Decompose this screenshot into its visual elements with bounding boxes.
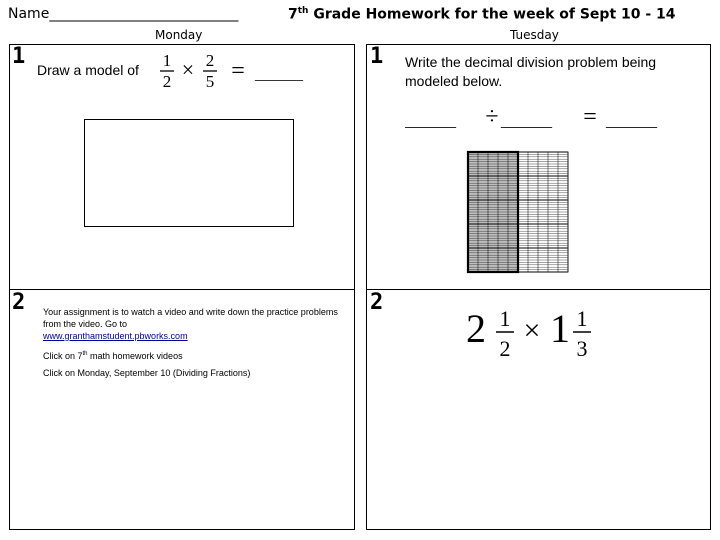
instruction-step-2: Click on Monday, September 10 (Dividing Fractions)	[43, 368, 251, 378]
step1-superscript: th	[82, 351, 88, 357]
monday-q2-instructions	[43, 306, 343, 379]
instructions-text: Your assignment is to watch a video and write down the practice problems from the video. Go to	[43, 307, 338, 329]
tuesday-q1-number: 1	[370, 44, 384, 69]
division-blank-3: ______	[606, 111, 657, 130]
name-field	[8, 6, 238, 22]
step1-text-b: math homework videos	[87, 351, 183, 361]
step1-text-a: Click on 7	[43, 351, 83, 361]
monday-q1-number: 1	[12, 44, 26, 69]
monday-q2-number: 2	[12, 290, 26, 315]
fraction2-numerator: 2	[205, 51, 215, 70]
division-blank-2: ______	[501, 111, 552, 130]
mixed-number-1-whole: 2	[466, 306, 486, 351]
division-blank-1: ______	[405, 111, 456, 130]
page-title	[288, 6, 676, 23]
grid-layer	[468, 152, 568, 272]
tuesday-q2-expression	[460, 300, 600, 366]
monday-label: Monday	[155, 28, 203, 42]
monday-q1-expression	[158, 46, 338, 94]
tuesday-q1-expression	[405, 98, 680, 134]
monday-q1-prompt: Draw a model of	[37, 62, 139, 78]
grade-number: 7	[288, 6, 298, 23]
pbworks-link[interactable]: www.granthamstudent.pbworks.com	[43, 331, 188, 341]
answer-blank: ______	[255, 66, 303, 83]
times-operator: ×	[181, 57, 195, 82]
q2-times-operator: ×	[523, 314, 541, 347]
model-drawing-box[interactable]	[84, 119, 294, 227]
fraction1-numerator: 1	[162, 51, 172, 70]
name-blank: ___________________________	[49, 6, 239, 22]
fraction2-denominator: 5	[205, 72, 215, 91]
mixed-number-2-numerator: 1	[576, 306, 588, 331]
tuesday-q1-prompt: Write the decimal division problem being modeled below.	[405, 54, 657, 89]
title-rest: Grade Homework for the week of Sept 10 - 14	[308, 6, 676, 23]
mixed-number-2-whole: 1	[550, 306, 570, 351]
mixed-number-2-denominator: 3	[576, 336, 588, 361]
grade-suffix: th	[297, 6, 309, 16]
name-label: Name	[8, 6, 50, 22]
division-equals: =	[583, 104, 597, 130]
mixed-number-1-denominator: 2	[499, 336, 511, 361]
division-sign: ÷	[485, 104, 499, 130]
equals-sign: =	[231, 58, 245, 84]
decimal-grid-model	[466, 150, 570, 274]
instruction-step-1	[43, 348, 343, 362]
fraction1-denominator: 2	[162, 72, 172, 91]
tuesday-label: Tuesday	[510, 28, 559, 42]
tuesday-q2-number: 2	[370, 290, 384, 315]
mixed-number-1-numerator: 1	[499, 306, 511, 331]
